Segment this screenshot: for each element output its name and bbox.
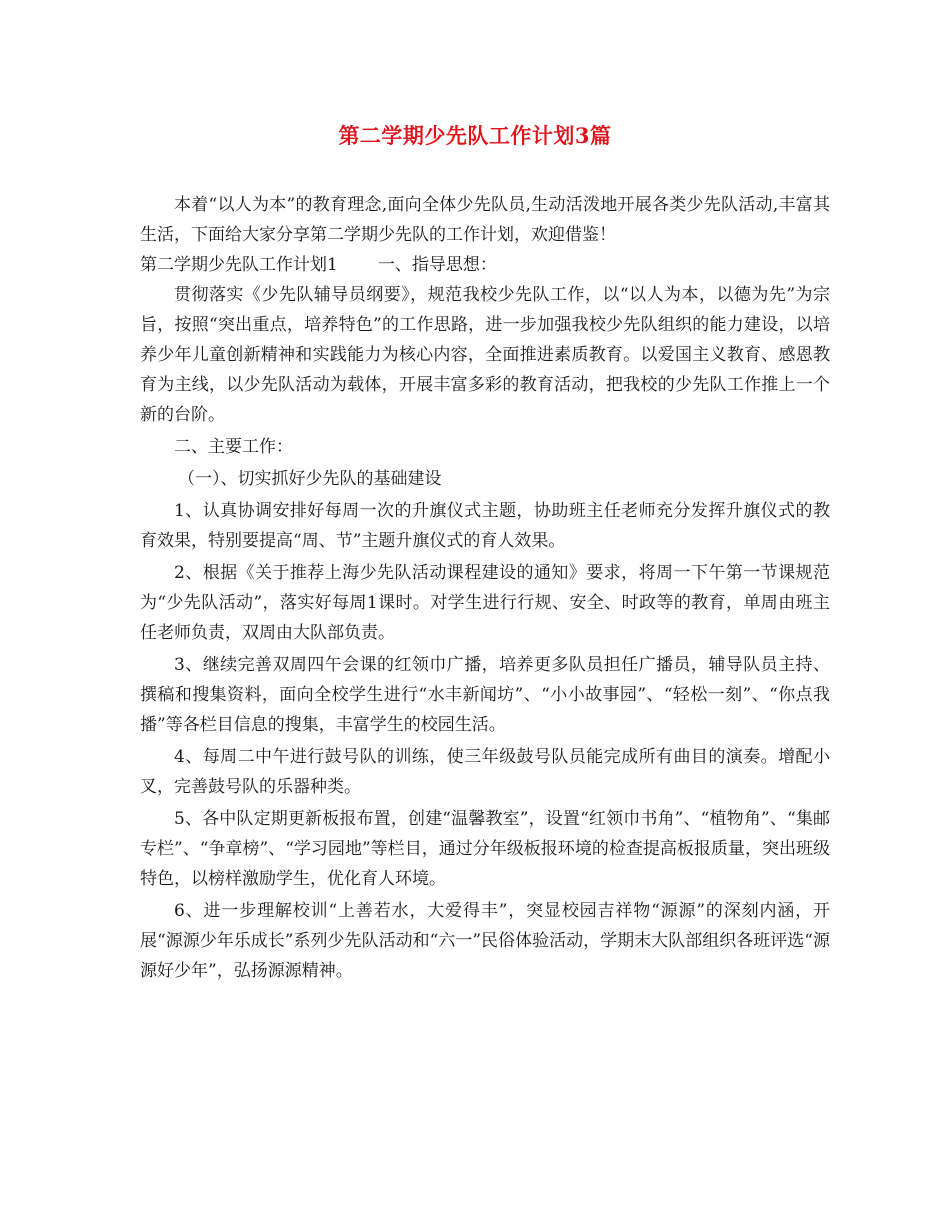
plan-heading-line	[140, 250, 830, 280]
section1-paragraph: 贯彻落实《少先队辅导员纲要》，规范我校少先队工作，以“以人为本，以德为先”为宗旨，按照“突出重点，培养特色”的工作思路，进一步加强我校少先队组织的能力建设，以培养少年儿童创新精神和实践能力为核心内容，全面推进素质教育。以爱国主义教育、感恩教育为主线，以少先队活动为载体，开展丰富多彩的教育活动，把我校的少先队工作推上一个新的台阶。	[140, 285, 830, 425]
section1-heading: 一、指导思想：	[377, 255, 497, 275]
subsection1-heading: （一）、切实抓好少先队的基础建设	[178, 469, 442, 489]
list-item: 2、根据《关于推荐上海少先队活动课程建设的通知》要求，将周一下午第一节课规范为“少先队活动”，落实好每周1课时。对学生进行行规、安全、时政等的教育，单周由班主任老师负责，双周由大队部负责。	[140, 563, 830, 643]
document-body	[140, 190, 830, 986]
section2-heading: 二、主要工作：	[174, 437, 293, 457]
list-item: 1、认真协调安排好每周一次的升旗仪式主题，协助班主任老师充分发挥升旗仪式的教育效果，特别要提高“周、节”主题升旗仪式的育人效果。	[140, 501, 830, 551]
list-item: 5、各中队定期更新板报布置，创建“温馨教室”，设置“红领巾书角”、“植物角”、“集邮专栏”、“争章榜”、“学习园地”等栏目，通过分年级板报环境的检查提高板报质量，突出班级特色，以榜样激励学生，优化育人环境。	[140, 809, 830, 889]
plan-heading: 第二学期少先队工作计划1	[140, 255, 338, 275]
document-title: 第二学期少先队工作计划3篇	[338, 123, 612, 148]
list-item: 3、继续完善双周四午会课的红领巾广播，培养更多队员担任广播员，辅导队员主持、撰稿和搜集资料，面向全校学生进行“水丰新闻坊”、“小小故事园”、“轻松一刻”、“你点我播”等各栏目信息的搜集，丰富学生的校园生活。	[140, 655, 830, 735]
intro-paragraph: 本着“以人为本”的教育理念,面向全体少先队员,生动活泼地开展各类少先队活动,丰富其生活，下面给大家分享第二学期少先队的工作计划，欢迎借鉴！	[140, 195, 830, 245]
list-item: 4、每周二中午进行鼓号队的训练，使三年级鼓号队员能完成所有曲目的演奏。增配小叉，完善鼓号队的乐器种类。	[140, 747, 830, 797]
list-item: 6、进一步理解校训“上善若水，大爱得丰”，突显校园吉祥物“源源”的深刻内涵，开展“源源少年乐成长”系列少先队活动和“六一”民俗体验活动，学期末大队部组织各班评选“源源好少年”，弘扬源源精神。	[140, 901, 830, 981]
